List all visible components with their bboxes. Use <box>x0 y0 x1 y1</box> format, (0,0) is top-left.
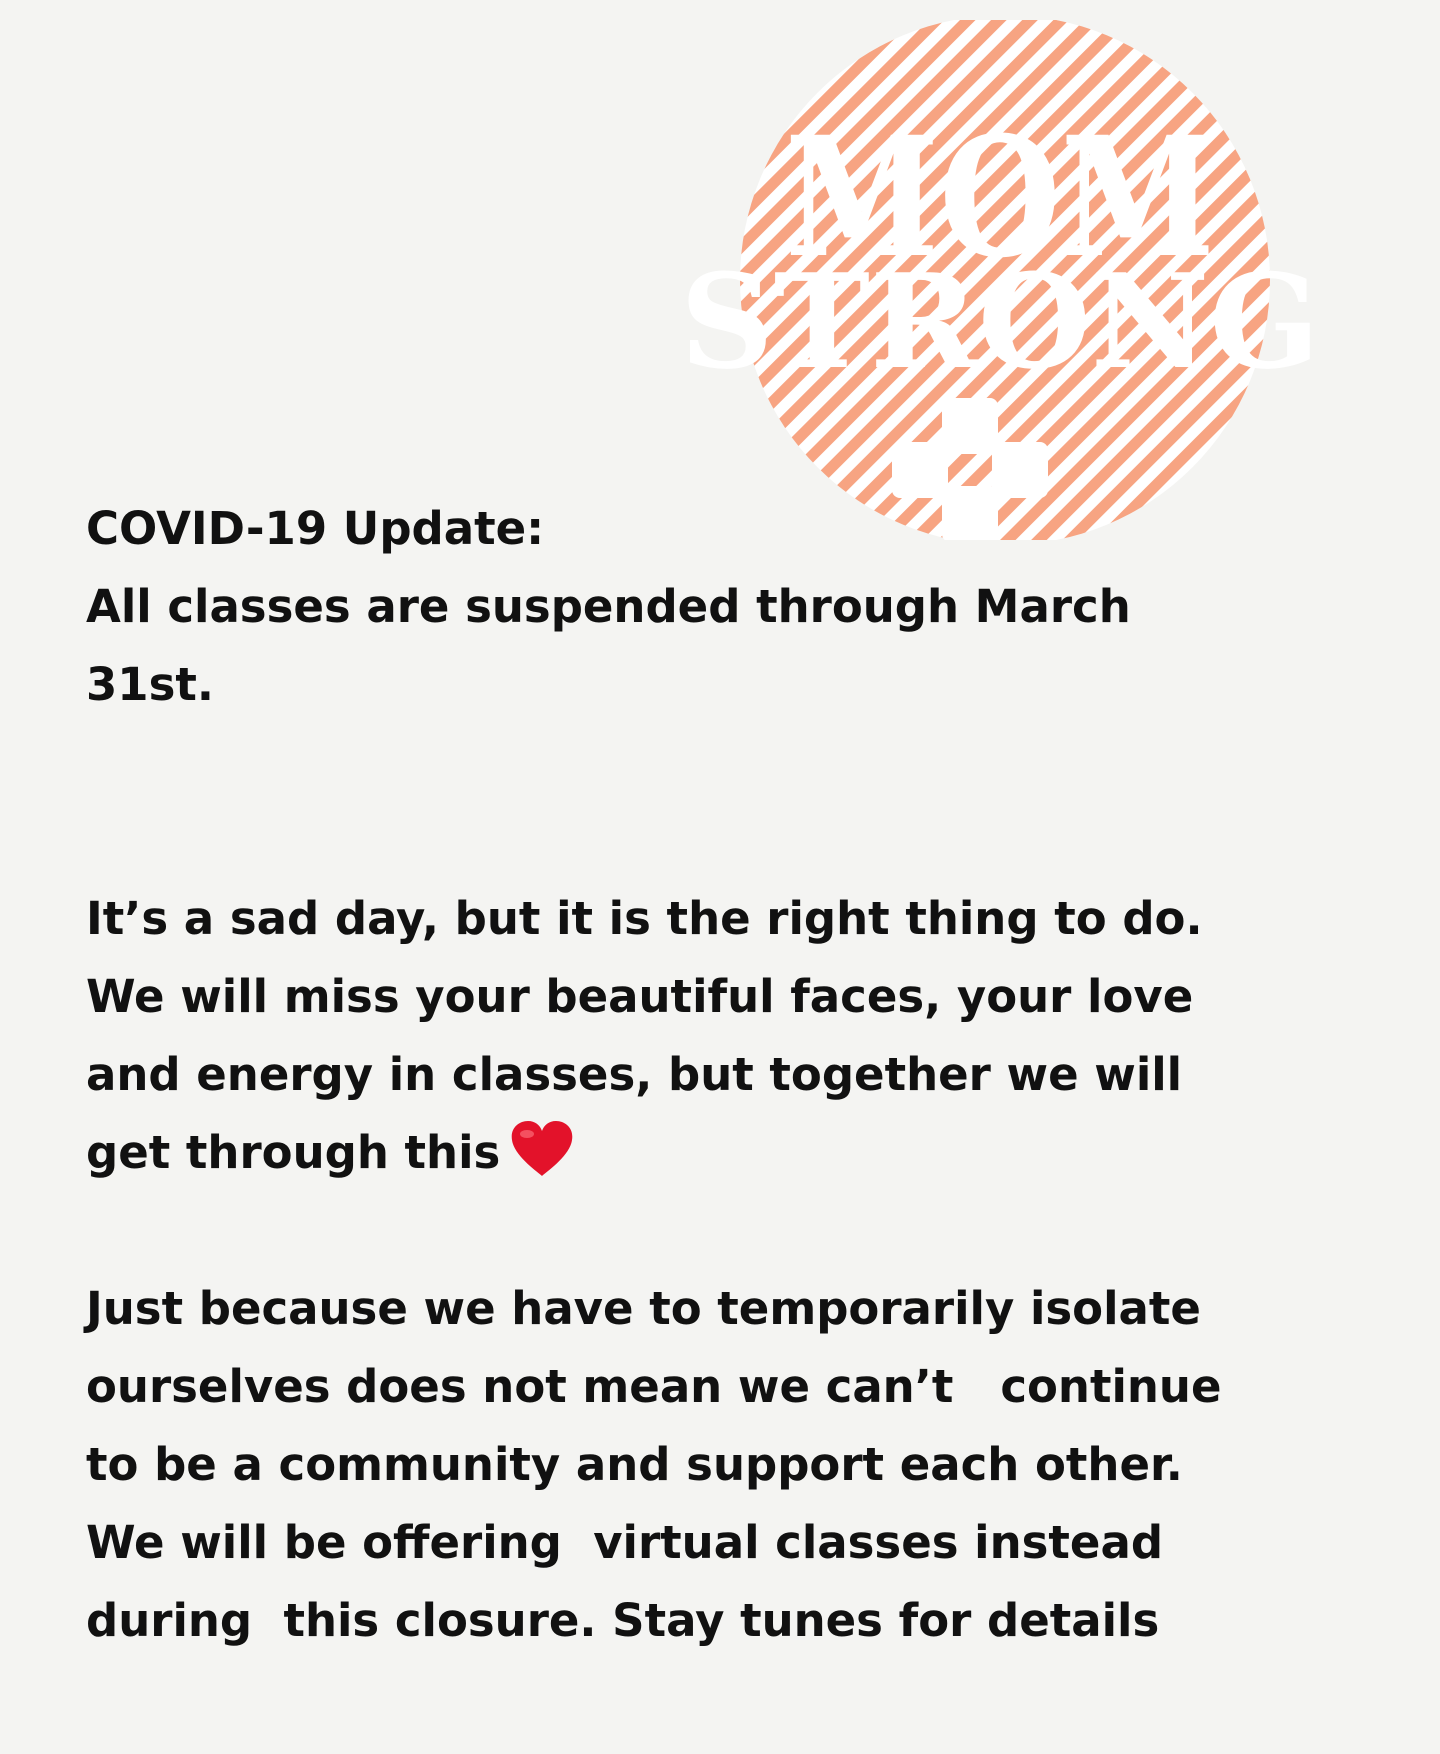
logo-text-strong: STRONG <box>680 245 1320 398</box>
paragraph-2-line-3: to be a community and support each other. <box>86 1438 1183 1491</box>
paragraph-1-line-1: It’s a sad day, but it is the right thing to do. <box>86 892 1203 945</box>
paragraph-2-line-4: We will be offering virtual classes instead <box>86 1516 1164 1569</box>
mom-strong-logo-graphic <box>680 20 1340 540</box>
spacer <box>86 724 1386 880</box>
logo-text-mom: MOM <box>785 100 1215 294</box>
mom-strong-logo <box>680 20 1340 540</box>
spacer <box>86 1192 1386 1270</box>
notice-line-1: All classes are suspended through March <box>86 580 1131 633</box>
notice-line-2: 31st. <box>86 658 215 711</box>
covid-update-post <box>86 490 1386 1660</box>
paragraph-2-line-2: ourselves does not mean we can’t continue <box>86 1360 1222 1413</box>
paragraph-1-line-4: get through this <box>86 1126 501 1179</box>
red-heart-icon <box>510 1120 574 1178</box>
paragraph-1-line-2: We will miss your beautiful faces, your love <box>86 970 1194 1023</box>
paragraph-1-line-3: and energy in classes, but together we will <box>86 1048 1183 1101</box>
paragraph-2-line-1: Just because we have to temporarily isolate <box>86 1282 1201 1335</box>
paragraph-1-line-4-wrapper <box>86 1114 1386 1192</box>
paragraph-2-line-5: during this closure. Stay tunes for details <box>86 1594 1160 1647</box>
post-heading: COVID-19 Update: <box>86 502 545 555</box>
